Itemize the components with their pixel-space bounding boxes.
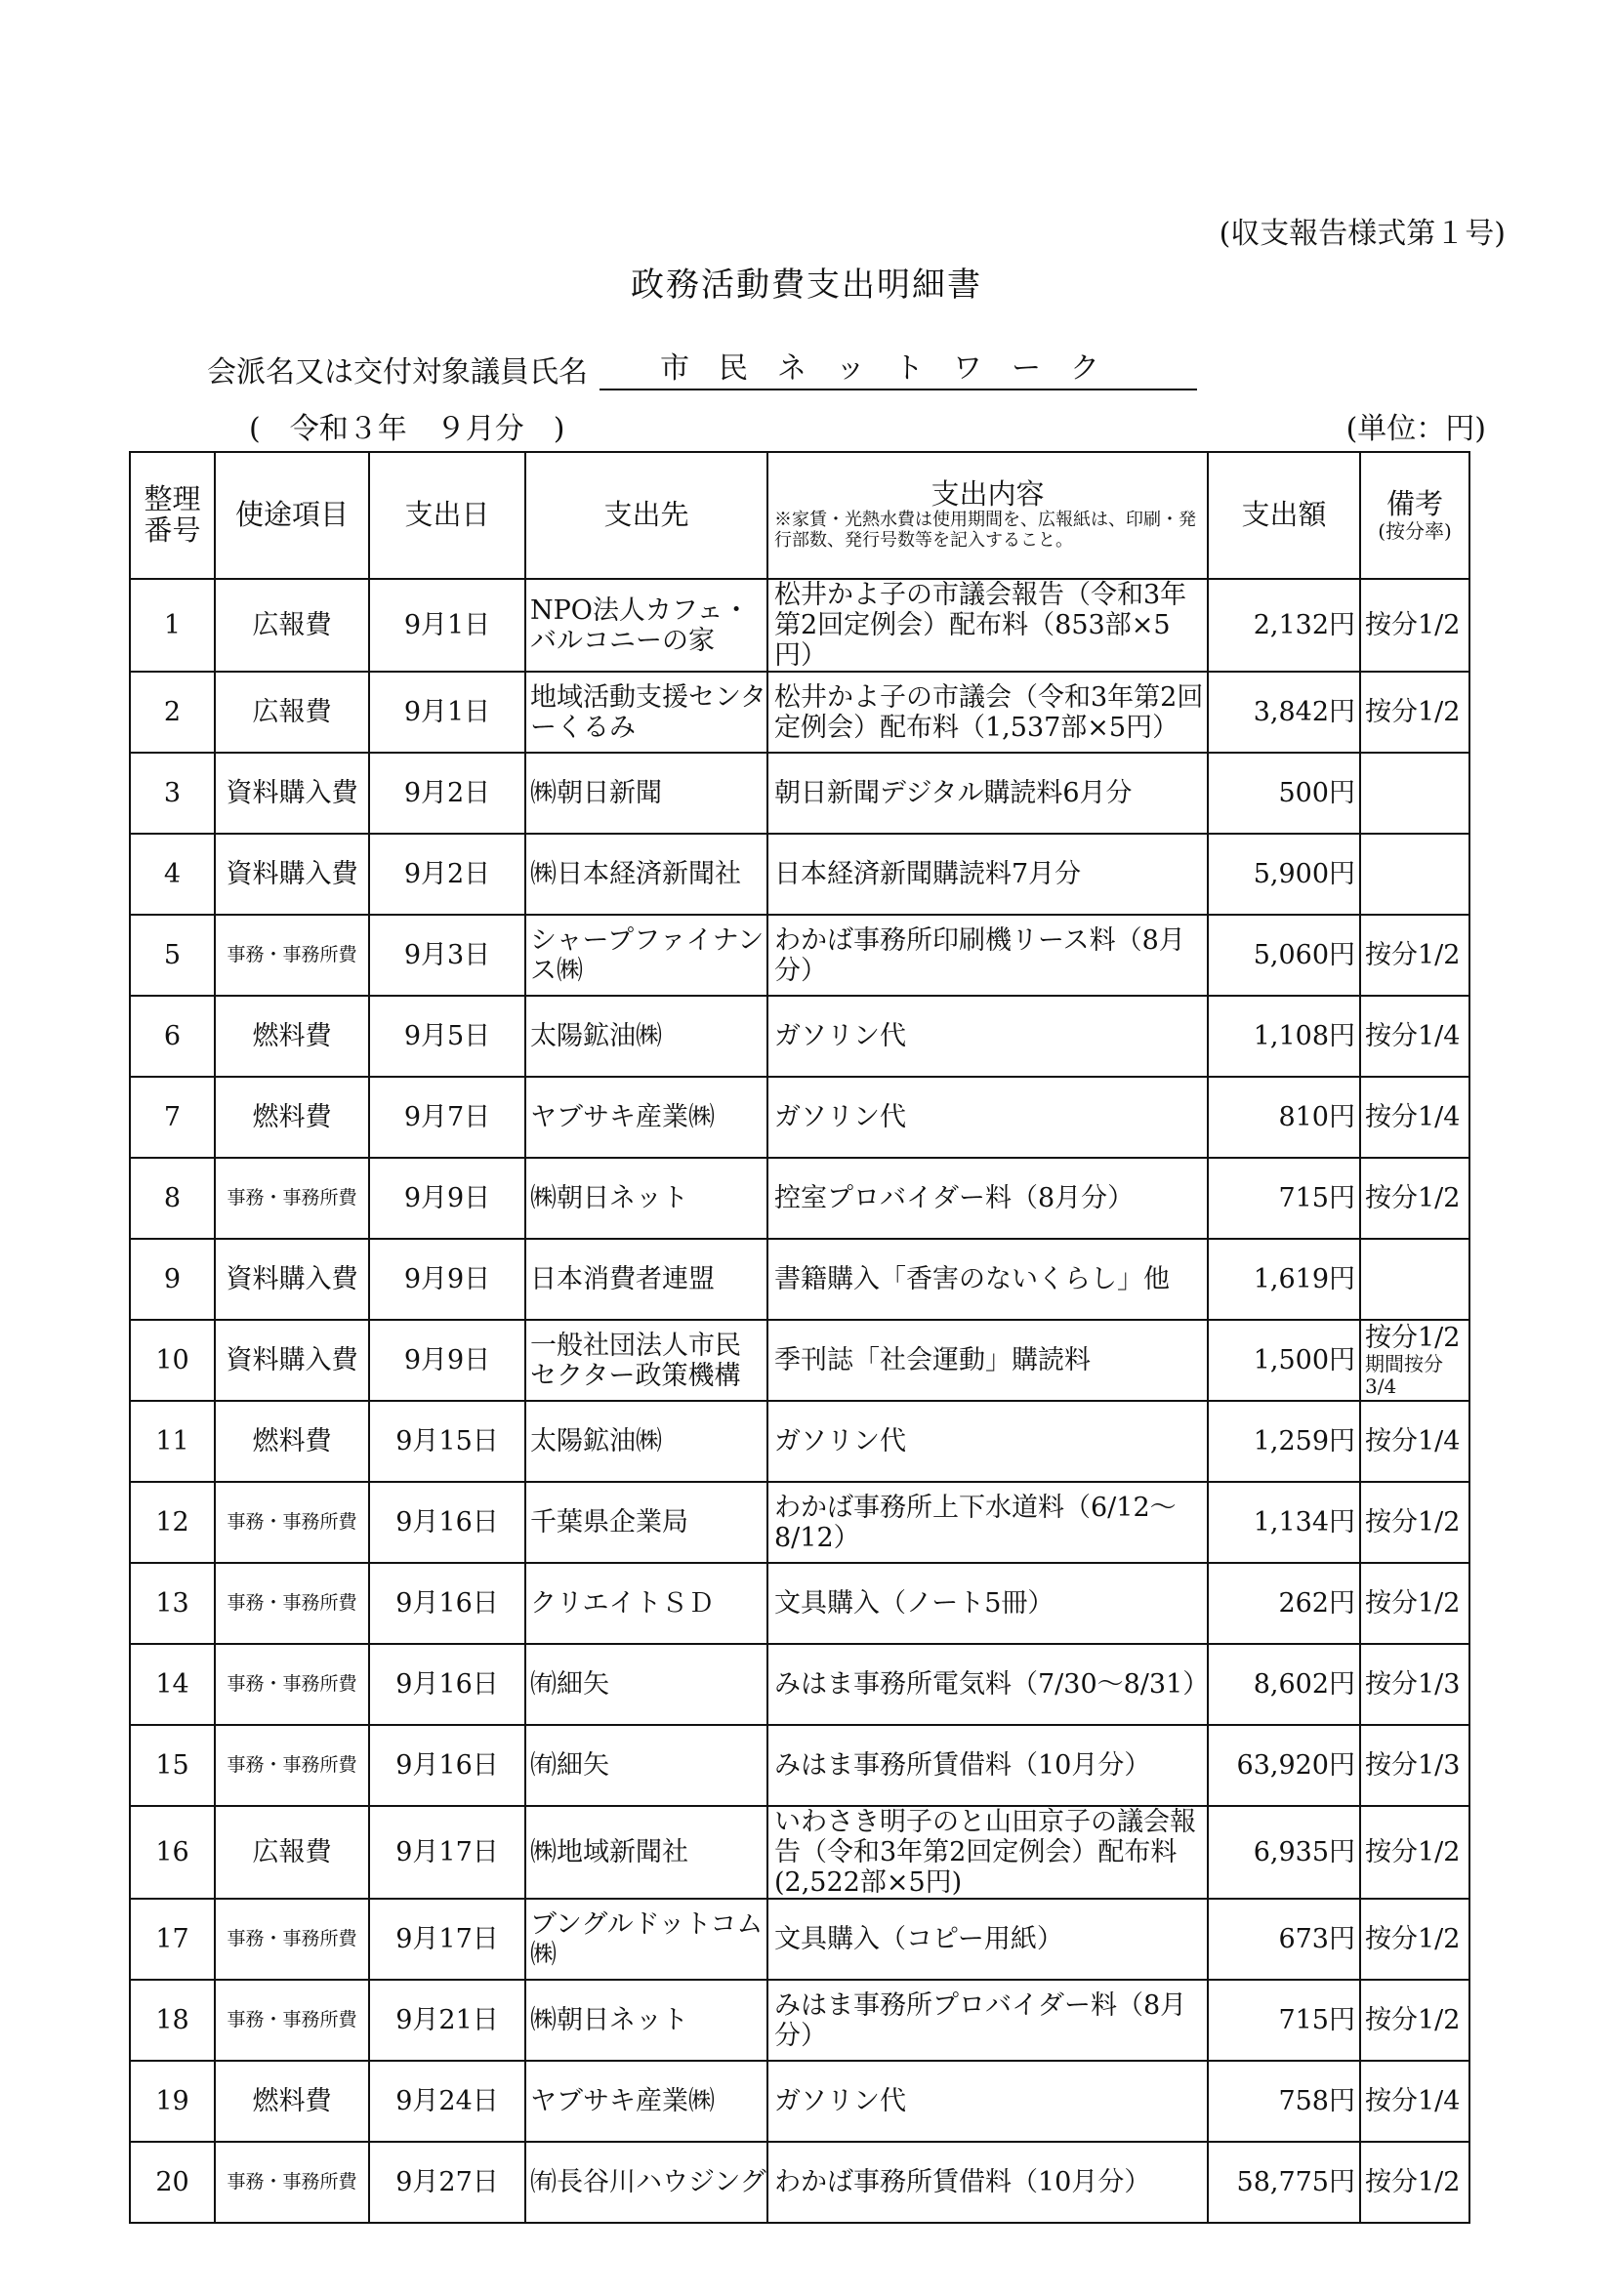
cell-note <box>1360 1482 1469 1563</box>
cell-desc: いわさき明子のと山田京子の議会報告（令和3年第2回定例会）配布料(2,522部×5円) <box>767 1806 1208 1899</box>
note-ratio: 按分1/4 <box>1365 2086 1461 2117</box>
note-ratio: 按分1/2 <box>1365 940 1461 971</box>
table-row <box>130 1725 1469 1806</box>
cell-date: 9月9日 <box>369 1320 525 1401</box>
cell-desc: わかば事務所上下水道料（6/12～8/12） <box>767 1482 1208 1563</box>
table-row <box>130 1077 1469 1158</box>
cell-item: 燃料費 <box>215 1077 369 1158</box>
cell-desc: みはま事務所プロバイダー料（8月分） <box>767 1980 1208 2061</box>
cell-item: 事務・事務所費 <box>215 1899 369 1980</box>
header-no: 整理番号 <box>130 452 215 579</box>
cell-date: 9月1日 <box>369 672 525 753</box>
cell-note <box>1360 753 1469 834</box>
cell-payee: 地域活動支援センターくるみ <box>525 672 767 753</box>
header-desc <box>767 452 1208 579</box>
note-ratio: 按分1/3 <box>1365 1669 1461 1701</box>
cell-amount: 1,500円 <box>1208 1320 1360 1401</box>
cell-desc: ガソリン代 <box>767 1401 1208 1482</box>
cell-no: 20 <box>130 2142 215 2223</box>
cell-no: 17 <box>130 1899 215 1980</box>
cell-date: 9月7日 <box>369 1077 525 1158</box>
table-row <box>130 1806 1469 1899</box>
cell-desc: ガソリン代 <box>767 1077 1208 1158</box>
cell-item: 資料購入費 <box>215 834 369 915</box>
cell-note <box>1360 1077 1469 1158</box>
note-period-ratio: 期間按分3/4 <box>1365 1352 1443 1399</box>
party-label: 会派名又は交付対象議員氏名 <box>207 355 588 390</box>
cell-desc: 文具購入（ノート5冊） <box>767 1563 1208 1644</box>
table-row <box>130 1158 1469 1239</box>
cell-desc: 控室プロバイダー料（8月分） <box>767 1158 1208 1239</box>
cell-item: 事務・事務所費 <box>215 1725 369 1806</box>
table-row <box>130 2142 1469 2223</box>
cell-no: 6 <box>130 996 215 1077</box>
cell-item: 資料購入費 <box>215 1239 369 1320</box>
cell-no: 5 <box>130 915 215 996</box>
cell-payee: 一般社団法人市民セクター政策機構 <box>525 1320 767 1401</box>
cell-amount: 6,935円 <box>1208 1806 1360 1899</box>
cell-desc: 松井かよ子の市議会（令和3年第2回定例会）配布料（1,537部×5円） <box>767 672 1208 753</box>
cell-note <box>1360 579 1469 672</box>
cell-amount: 1,134円 <box>1208 1482 1360 1563</box>
cell-no: 12 <box>130 1482 215 1563</box>
cell-note <box>1360 1401 1469 1482</box>
note-ratio: 按分1/2 <box>1365 2167 1461 2198</box>
cell-amount: 1,259円 <box>1208 1401 1360 1482</box>
cell-no: 16 <box>130 1806 215 1899</box>
cell-desc: わかば事務所印刷機リース料（8月分） <box>767 915 1208 996</box>
cell-no: 3 <box>130 753 215 834</box>
table-row <box>130 2061 1469 2142</box>
cell-amount: 5,060円 <box>1208 915 1360 996</box>
cell-note <box>1360 915 1469 996</box>
cell-desc: みはま事務所賃借料（10月分） <box>767 1725 1208 1806</box>
cell-payee: ブングルドットコム㈱ <box>525 1899 767 1980</box>
table-row <box>130 753 1469 834</box>
expense-table <box>129 451 1470 2224</box>
cell-date: 9月17日 <box>369 1899 525 1980</box>
cell-amount: 8,602円 <box>1208 1644 1360 1725</box>
header-date: 支出日 <box>369 452 525 579</box>
cell-payee: ヤブサキ産業㈱ <box>525 1077 767 1158</box>
cell-item: 広報費 <box>215 672 369 753</box>
cell-item: 広報費 <box>215 1806 369 1899</box>
table-row <box>130 1320 1469 1401</box>
cell-note <box>1360 1980 1469 2061</box>
cell-note <box>1360 1239 1469 1320</box>
cell-item: 事務・事務所費 <box>215 1563 369 1644</box>
cell-item: 事務・事務所費 <box>215 1482 369 1563</box>
cell-date: 9月3日 <box>369 915 525 996</box>
table-row <box>130 915 1469 996</box>
cell-note <box>1360 2061 1469 2142</box>
form-code: (収支報告様式第１号) <box>1219 217 1506 251</box>
cell-amount: 1,619円 <box>1208 1239 1360 1320</box>
cell-payee: 太陽鉱油㈱ <box>525 1401 767 1482</box>
cell-payee: ㈱地域新聞社 <box>525 1806 767 1899</box>
cell-item: 資料購入費 <box>215 753 369 834</box>
cell-item: 燃料費 <box>215 1401 369 1482</box>
cell-date: 9月16日 <box>369 1725 525 1806</box>
cell-item: 事務・事務所費 <box>215 1980 369 2061</box>
document-title: 政務活動費支出明細書 <box>631 266 982 305</box>
cell-payee: NPO法人カフェ・バルコニーの家 <box>525 579 767 672</box>
table-header-row <box>130 452 1469 579</box>
header-desc-title: 支出内容 <box>931 477 1045 512</box>
cell-payee: ㈲長谷川ハウジング <box>525 2142 767 2223</box>
cell-no: 18 <box>130 1980 215 2061</box>
table-row <box>130 1644 1469 1725</box>
cell-note <box>1360 1725 1469 1806</box>
note-ratio: 按分1/4 <box>1365 1021 1461 1052</box>
cell-date: 9月16日 <box>369 1482 525 1563</box>
cell-no: 8 <box>130 1158 215 1239</box>
cell-date: 9月5日 <box>369 996 525 1077</box>
table-row <box>130 1563 1469 1644</box>
note-ratio: 按分1/3 <box>1365 1750 1461 1782</box>
cell-note <box>1360 996 1469 1077</box>
cell-payee: ヤブサキ産業㈱ <box>525 2061 767 2142</box>
cell-no: 1 <box>130 579 215 672</box>
header-payee: 支出先 <box>525 452 767 579</box>
cell-no: 11 <box>130 1401 215 1482</box>
cell-desc: わかば事務所賃借料（10月分） <box>767 2142 1208 2223</box>
cell-amount: 58,775円 <box>1208 2142 1360 2223</box>
cell-date: 9月1日 <box>369 579 525 672</box>
cell-item: 燃料費 <box>215 2061 369 2142</box>
cell-desc: みはま事務所電気料（7/30～8/31） <box>767 1644 1208 1725</box>
table-row <box>130 1980 1469 2061</box>
cell-date: 9月2日 <box>369 834 525 915</box>
party-row <box>207 344 1197 390</box>
cell-note <box>1360 1806 1469 1899</box>
cell-amount: 5,900円 <box>1208 834 1360 915</box>
cell-item: 燃料費 <box>215 996 369 1077</box>
table-row <box>130 672 1469 753</box>
note-ratio: 按分1/2 <box>1365 610 1461 641</box>
unit-label: (単位：円) <box>1345 412 1486 446</box>
header-amount: 支出額 <box>1208 452 1360 579</box>
table-row <box>130 1899 1469 1980</box>
cell-date: 9月24日 <box>369 2061 525 2142</box>
cell-note <box>1360 1158 1469 1239</box>
header-item: 使途項目 <box>215 452 369 579</box>
cell-no: 14 <box>130 1644 215 1725</box>
cell-date: 9月15日 <box>369 1401 525 1482</box>
cell-amount: 758円 <box>1208 2061 1360 2142</box>
note-ratio: 按分1/2 <box>1365 1924 1461 1955</box>
table-row <box>130 1401 1469 1482</box>
cell-item: 事務・事務所費 <box>215 2142 369 2223</box>
cell-desc: 朝日新聞デジタル購読料6月分 <box>767 753 1208 834</box>
note-ratio: 按分1/4 <box>1365 1102 1461 1133</box>
cell-amount: 262円 <box>1208 1563 1360 1644</box>
cell-payee: 千葉県企業局 <box>525 1482 767 1563</box>
cell-payee: シャープファイナンス㈱ <box>525 915 767 996</box>
cell-amount: 3,842円 <box>1208 672 1360 753</box>
note-ratio: 按分1/2 <box>1365 1837 1461 1868</box>
note-ratio: 按分1/4 <box>1365 1426 1461 1457</box>
cell-amount: 500円 <box>1208 753 1360 834</box>
cell-no: 19 <box>130 2061 215 2142</box>
cell-payee: ㈱日本経済新聞社 <box>525 834 767 915</box>
header-desc-note: ※家賃・光熱水費は使用期間を、広報紙は、印刷・発行部数、発行号数等を記入すること。 <box>774 510 1196 551</box>
cell-date: 9月2日 <box>369 753 525 834</box>
table-row <box>130 579 1469 672</box>
cell-payee: ㈲細矢 <box>525 1725 767 1806</box>
table-row <box>130 834 1469 915</box>
cell-item: 広報費 <box>215 579 369 672</box>
table-row <box>130 996 1469 1077</box>
cell-payee: ㈱朝日ネット <box>525 1158 767 1239</box>
cell-desc: 書籍購入「香害のないくらし」他 <box>767 1239 1208 1320</box>
note-ratio: 按分1/2 <box>1365 1323 1461 1354</box>
cell-note <box>1360 834 1469 915</box>
cell-amount: 1,108円 <box>1208 996 1360 1077</box>
cell-note <box>1360 1899 1469 1980</box>
cell-amount: 715円 <box>1208 1980 1360 2061</box>
cell-date: 9月9日 <box>369 1158 525 1239</box>
cell-item: 事務・事務所費 <box>215 915 369 996</box>
cell-payee: ㈱朝日新聞 <box>525 753 767 834</box>
cell-date: 9月21日 <box>369 1980 525 2061</box>
cell-desc: ガソリン代 <box>767 996 1208 1077</box>
cell-amount: 810円 <box>1208 1077 1360 1158</box>
cell-desc: 文具購入（コピー用紙） <box>767 1899 1208 1980</box>
cell-note <box>1360 672 1469 753</box>
cell-desc: ガソリン代 <box>767 2061 1208 2142</box>
cell-no: 2 <box>130 672 215 753</box>
cell-date: 9月27日 <box>369 2142 525 2223</box>
cell-item: 事務・事務所費 <box>215 1158 369 1239</box>
cell-date: 9月16日 <box>369 1563 525 1644</box>
table-row <box>130 1482 1469 1563</box>
cell-amount: 2,132円 <box>1208 579 1360 672</box>
cell-desc: 日本経済新聞購読料7月分 <box>767 834 1208 915</box>
note-ratio: 按分1/2 <box>1365 1183 1461 1214</box>
cell-no: 15 <box>130 1725 215 1806</box>
cell-payee: クリエイトＳＤ <box>525 1563 767 1644</box>
cell-date: 9月17日 <box>369 1806 525 1899</box>
cell-no: 7 <box>130 1077 215 1158</box>
cell-no: 9 <box>130 1239 215 1320</box>
cell-date: 9月16日 <box>369 1644 525 1725</box>
cell-amount: 715円 <box>1208 1158 1360 1239</box>
cell-payee: ㈲細矢 <box>525 1644 767 1725</box>
header-note <box>1360 452 1469 579</box>
cell-no: 10 <box>130 1320 215 1401</box>
cell-no: 4 <box>130 834 215 915</box>
note-ratio: 按分1/2 <box>1365 1507 1461 1538</box>
cell-no: 13 <box>130 1563 215 1644</box>
cell-desc: 季刊誌「社会運動」購読料 <box>767 1320 1208 1401</box>
note-ratio: 按分1/2 <box>1365 697 1461 728</box>
cell-item: 資料購入費 <box>215 1320 369 1401</box>
note-ratio: 按分1/2 <box>1365 1588 1461 1620</box>
table-row <box>130 1239 1469 1320</box>
cell-note <box>1360 1563 1469 1644</box>
cell-amount: 673円 <box>1208 1899 1360 1980</box>
header-note-sub: (按分率) <box>1378 518 1452 543</box>
cell-note <box>1360 2142 1469 2223</box>
cell-note <box>1360 1320 1469 1401</box>
cell-item: 事務・事務所費 <box>215 1644 369 1725</box>
cell-date: 9月9日 <box>369 1239 525 1320</box>
note-ratio: 按分1/2 <box>1365 2005 1461 2036</box>
cell-desc: 松井かよ子の市議会報告（令和3年第2回定例会）配布料（853部×5円） <box>767 579 1208 672</box>
party-name: 市民ネットワーク <box>600 344 1197 390</box>
cell-amount: 63,920円 <box>1208 1725 1360 1806</box>
cell-payee: 太陽鉱油㈱ <box>525 996 767 1077</box>
cell-payee: ㈱朝日ネット <box>525 1980 767 2061</box>
header-note-title: 備考 <box>1386 487 1443 521</box>
period: ( 令和３年 ９月分 ) <box>249 412 565 446</box>
cell-note <box>1360 1644 1469 1725</box>
cell-payee: 日本消費者連盟 <box>525 1239 767 1320</box>
